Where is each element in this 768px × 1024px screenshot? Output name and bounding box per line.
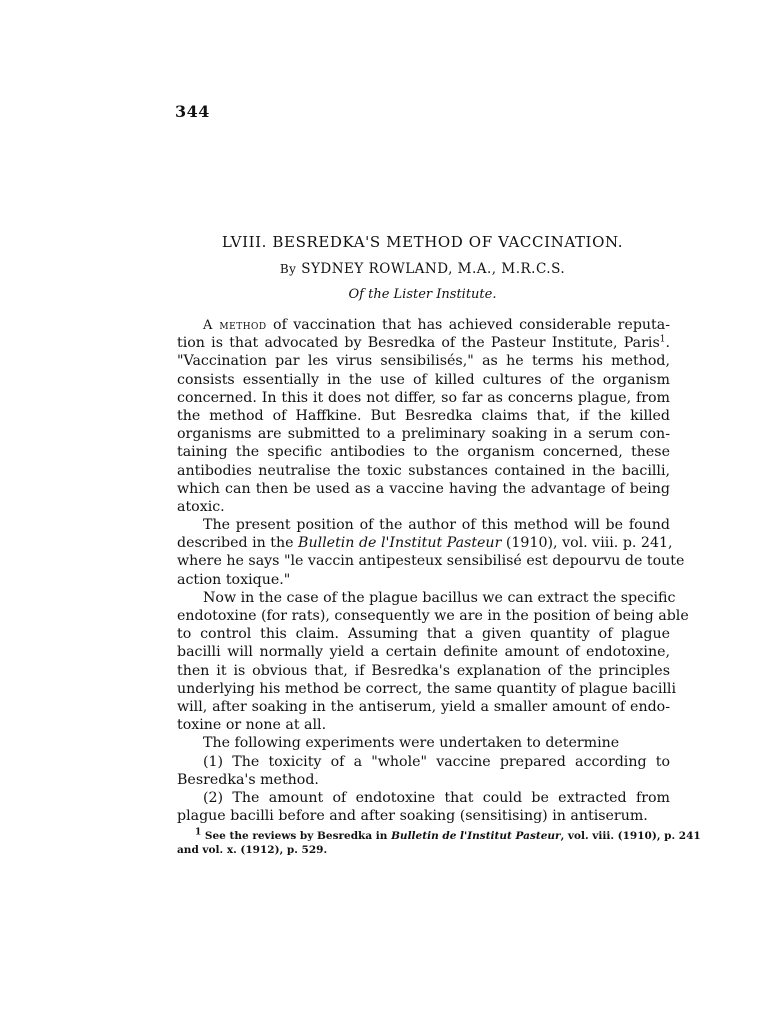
journal-title: Bulletin de l'Institut Pasteur (298, 535, 502, 552)
text-run: (1910), vol. viii. p. 241, (505, 535, 673, 552)
text-run: , vol. viii. (1910), p. 241 (560, 830, 701, 842)
text-line: bacilli will normally yield a certain definite amount of endotoxine, (177, 644, 670, 661)
footnote (177, 827, 701, 857)
paragraph-3 (177, 589, 689, 735)
page-number: 344 (175, 102, 210, 121)
text-line: which can then be used as a vaccine having the advantage of being (177, 480, 670, 497)
text-line: taining the specific antibodies to the organism concerned, these (177, 444, 670, 461)
text-line: The present position of the author of this method will be found (203, 517, 670, 534)
text-line (177, 334, 670, 352)
text-line: endotoxine (for rats), consequently we are in the position of being able (177, 608, 689, 624)
footnote-ref: 1 (659, 334, 666, 345)
text-line: the method of Haffkine. But Besredka claims that, if the killed (177, 407, 670, 424)
text-line: organisms are submitted to a preliminary soaking in a serum con- (177, 426, 670, 443)
paragraph-1 (177, 316, 670, 516)
journal-title: Bulletin de l'Institut Pasteur (391, 830, 561, 842)
article-body (177, 316, 689, 825)
byline-by: By (279, 262, 297, 276)
text-line: will, after soaking in the antiserum, yield a smaller amount of endo- (177, 698, 670, 715)
author-affiliation: Of the Lister Institute. (348, 287, 497, 302)
text-run: . (665, 335, 670, 352)
article-title: LVIII. BESREDKA'S METHOD OF VACCINATION. (221, 233, 624, 251)
paragraph-2 (177, 516, 685, 589)
list-item (177, 753, 670, 789)
lead-in-smallcaps: A method (203, 318, 267, 333)
text-line: "Vaccination par les virus sensibilisés," as he terms his method, (177, 353, 670, 370)
text-line: atoxic. (177, 498, 225, 515)
text-line: antibodies neutralise the toxic substances contained in the bacilli, (177, 462, 670, 479)
text-line: (1) The toxicity of a "whole" vaccine prepared according to (203, 753, 670, 770)
text-line (177, 316, 670, 334)
text-run: See the reviews by Besredka in (204, 830, 388, 842)
text-line: to control this claim. Assuming that a given quantity of plague (177, 626, 670, 643)
text-line: where he says "le vaccin antipesteux sensibilisé est depourvu de toute (177, 553, 685, 570)
text-line: action toxique." (177, 571, 291, 588)
text-line: (2) The amount of endotoxine that could be extracted from (203, 789, 670, 806)
text-line: consists essentially in the use of killed cultures of the organism (177, 371, 670, 388)
text-line: toxine or none at all. (177, 717, 327, 734)
author-byline (175, 261, 670, 277)
author-name: SYDNEY ROWLAND, M.A., M.R.C.S. (301, 261, 566, 277)
list-item (177, 789, 670, 825)
text-line: Besredka's method. (177, 771, 319, 788)
footnote-marker: 1 (195, 827, 202, 838)
text-line: underlying his method be correct, the same quantity of plague bacilli (177, 680, 677, 697)
text-line (177, 827, 701, 843)
text-line: The following experiments were undertaken to determine (203, 735, 620, 752)
text-run: of vaccination that has achieved considerable reputa- (273, 317, 670, 333)
text-line: then it is obvious that, if Besredka's explanation of the principles (177, 662, 670, 679)
text-run: tion is that advocated by Besredka of the Pasteur Institute, Paris (177, 335, 660, 352)
text-run: described in the (177, 535, 294, 552)
text-line: plague bacilli before and after soaking (sensitising) in antiserum. (177, 808, 648, 825)
text-line: concerned. In this it does not differ, so far as concerns plague, from (177, 389, 670, 406)
text-line: and vol. x. (1912), p. 529. (177, 844, 328, 856)
text-line: Now in the case of the plague bacillus we can extract the specific (203, 589, 676, 606)
text-line (177, 534, 673, 552)
paragraph-4 (177, 734, 670, 752)
